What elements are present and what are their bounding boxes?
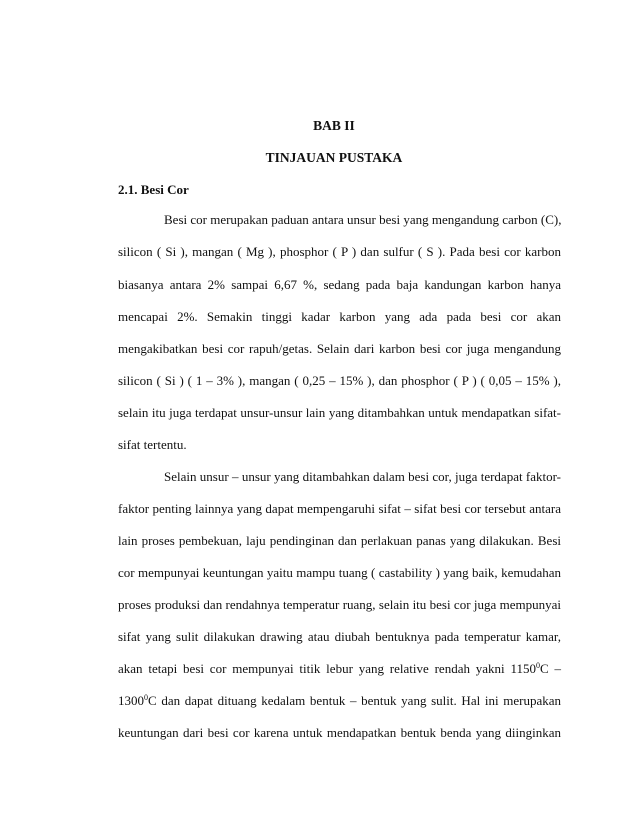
chapter-title: TINJAUAN PUSTAKA	[265, 150, 403, 165]
paragraph-line: sifat yang sulit dilakukan drawing atau diubah bentuknya pada temperatur kamar,	[118, 629, 561, 644]
paragraph-line: lain proses pembekuan, laju pendinginan dan perlakuan panas yang dilakukan. Besi	[118, 533, 561, 548]
paragraph-line: cor mempunyai keuntungan yaitu mampu tuang ( castability ) yang baik, kemudahan	[118, 565, 561, 580]
paragraph-line: faktor penting lainnya yang dapat mempengaruhi sifat – sifat besi cor tersebut antara	[118, 501, 561, 516]
degree-superscript: 0	[536, 661, 540, 670]
paragraph-line-with-temperature	[118, 661, 561, 677]
paragraph-line: proses produksi dan rendahnya temperatur ruang, selain itu besi cor juga mempunyai	[118, 597, 561, 612]
paragraph-line: biasanya antara 2% sampai 6,67 %, sedang pada baja kandungan karbon hanya	[118, 277, 561, 292]
paragraph-line: mencapai 2%. Semakin tinggi kadar karbon yang ada pada besi cor akan	[118, 309, 561, 324]
section-heading: 2.1. Besi Cor	[118, 182, 189, 197]
paragraph-line-with-temperature	[118, 693, 561, 709]
temp-text-before: akan tetapi besi cor mempunyai titik lebur yang relative rendah yakni 1150	[118, 661, 536, 676]
paragraph-line: sifat tertentu.	[118, 437, 187, 452]
chapter-number: BAB II	[313, 118, 355, 133]
paragraph-line: selain itu juga terdapat unsur-unsur lain yang ditambahkan untuk mendapatkan sifat-	[118, 405, 561, 420]
paragraph-line: silicon ( Si ), mangan ( Mg ), phosphor ( P ) dan sulfur ( S ). Pada besi cor karbon	[118, 244, 561, 259]
temp-text-after: C dan dapat dituang kedalam bentuk – bentuk yang sulit. Hal ini merupakan	[148, 693, 561, 708]
temp-text-after: C –	[540, 661, 561, 676]
paragraph-line: Selain unsur – unsur yang ditambahkan dalam besi cor, juga terdapat faktor-	[164, 469, 561, 484]
degree-superscript: 0	[144, 693, 148, 702]
paragraph-line: keuntungan dari besi cor karena untuk mendapatkan bentuk benda yang diinginkan	[118, 725, 561, 740]
paragraph-line: silicon ( Si ) ( 1 – 3% ), mangan ( 0,25 – 15% ), dan phosphor ( P ) ( 0,05 – 15% ),	[118, 373, 561, 388]
paragraph-line: Besi cor merupakan paduan antara unsur besi yang mengandung carbon (C),	[164, 212, 562, 227]
paragraph-line: mengakibatkan besi cor rapuh/getas. Selain dari karbon besi cor juga mengandung	[118, 341, 561, 356]
temp-text-before: 1300	[118, 693, 144, 708]
